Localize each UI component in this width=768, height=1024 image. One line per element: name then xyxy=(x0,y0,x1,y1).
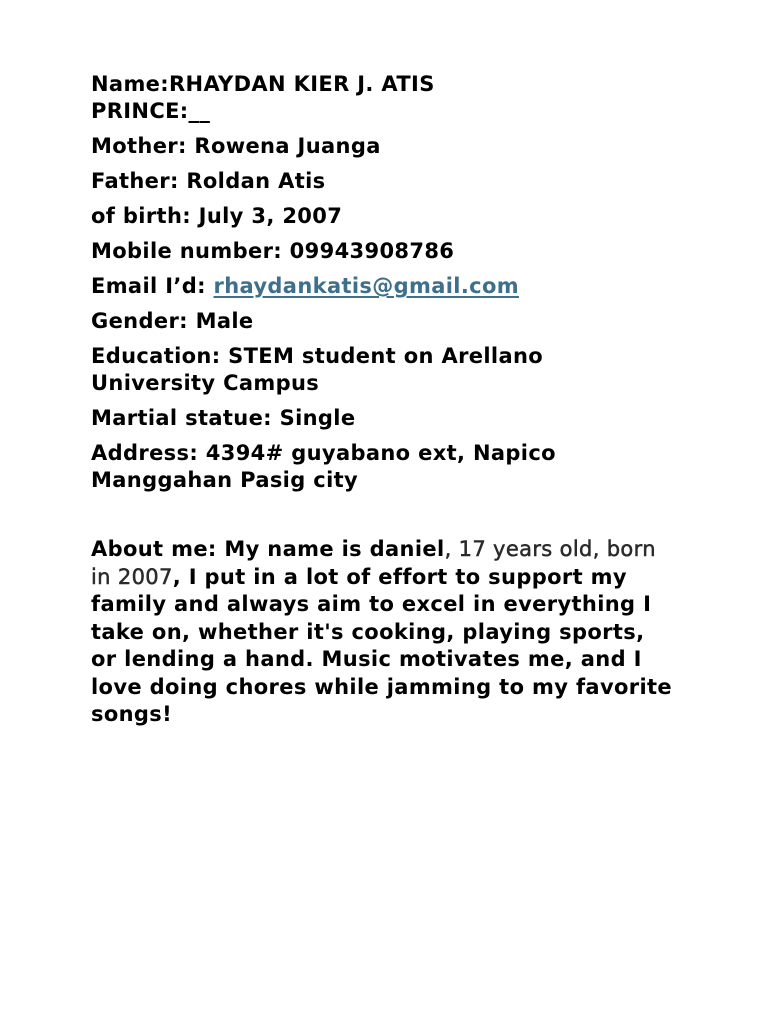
about-intro: About me: My name is daniel xyxy=(91,537,445,561)
about-paragraph xyxy=(91,536,676,729)
birth-line: of birth: July 3, 2007 xyxy=(91,204,343,228)
gender-line: Gender: Male xyxy=(91,309,254,333)
about-highlight: , 17 years old, born in 2007 xyxy=(91,537,656,589)
education-line-1: Education: STEM student on Arellano xyxy=(91,344,544,368)
prince-line: PRINCE:__ xyxy=(91,99,211,123)
email-line xyxy=(91,273,691,300)
marital-line: Martial statue: Single xyxy=(91,406,356,430)
address-block xyxy=(91,440,691,494)
about-rest: , I put in a lot of effort to support my family and always aim to excel in everything I take on, whether it's cooking, playing sports, or lending a hand. Music motivates me, and I love doing chores while jamming to my favorite songs! xyxy=(91,564,672,726)
education-line-2: University Campus xyxy=(91,371,320,395)
document-page xyxy=(91,71,691,729)
address-line-1: Address: 4394# guyabano ext, Napico xyxy=(91,441,556,465)
education-block xyxy=(91,343,691,397)
mother-line: Mother: Rowena Juanga xyxy=(91,134,381,158)
email-link[interactable]: rhaydankatis@gmail.com xyxy=(213,274,519,298)
father-line: Father: Roldan Atis xyxy=(91,169,326,193)
mobile-line: Mobile number: 09943908786 xyxy=(91,239,455,263)
email-label: Email I’d: xyxy=(91,274,214,298)
address-line-2: Manggahan Pasig city xyxy=(91,468,359,492)
name-line: Name:RHAYDAN KIER J. ATIS xyxy=(91,72,435,96)
